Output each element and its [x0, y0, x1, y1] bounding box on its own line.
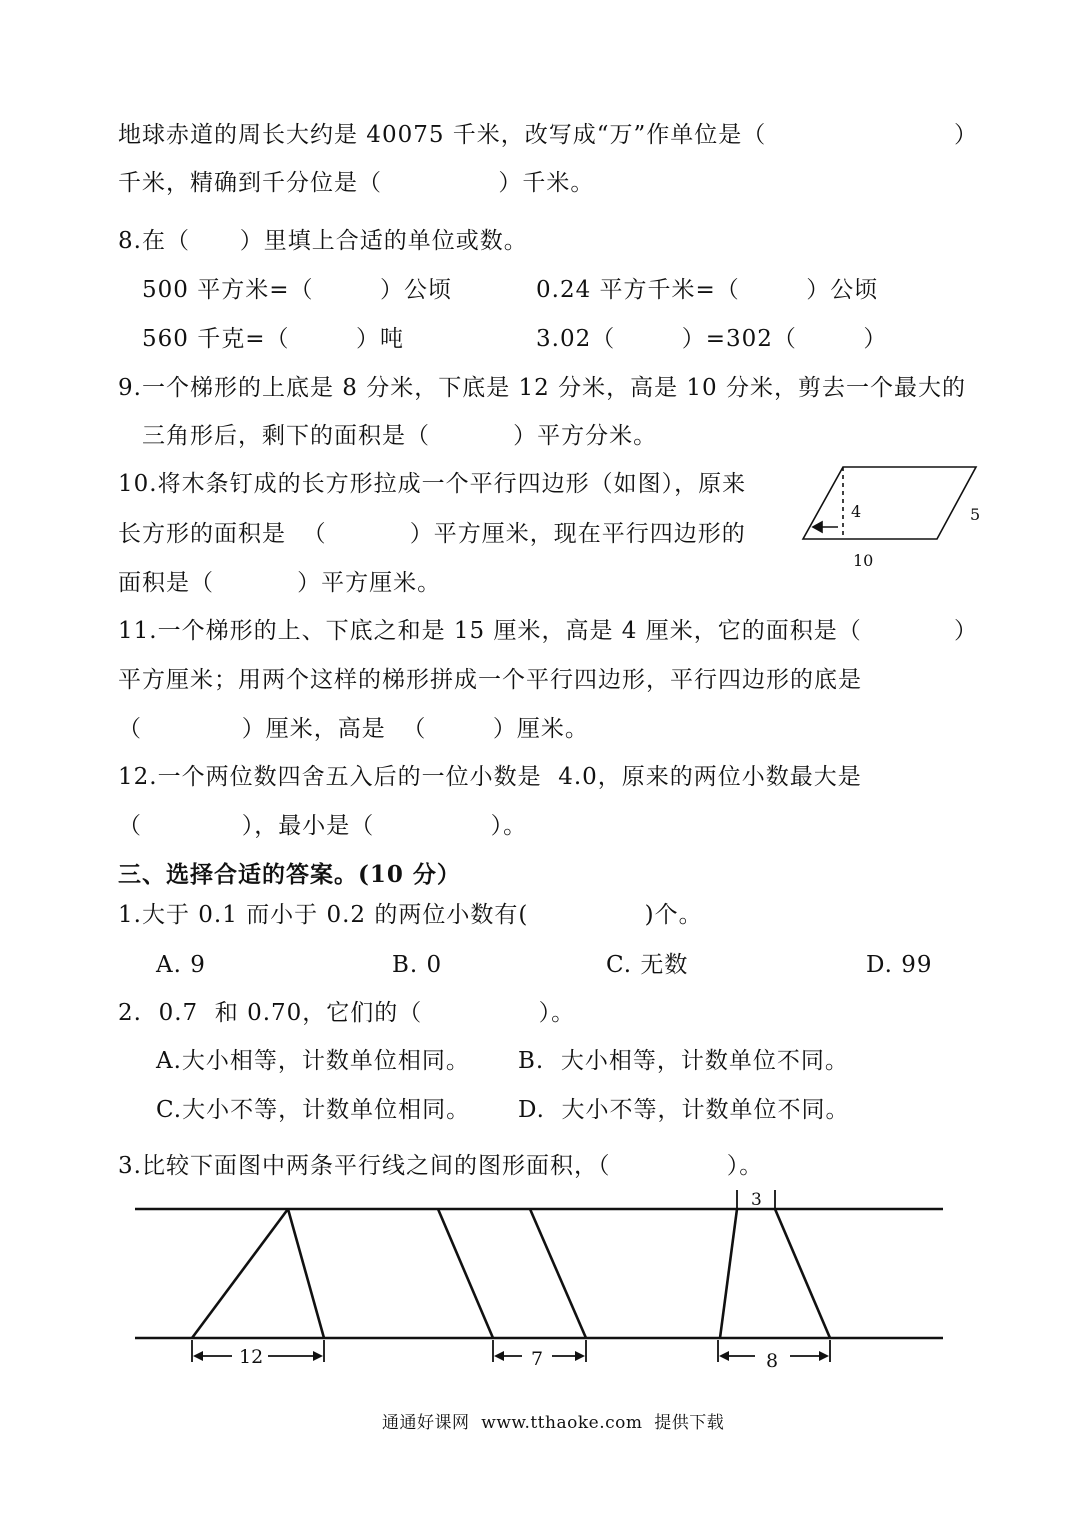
q11-line-1-close: ）	[954, 618, 978, 644]
trapezoid-right-side	[775, 1209, 830, 1338]
choice-2-option-d: D. 大小不等，计数单位不同。	[518, 1097, 850, 1123]
parallelogram-left-side	[438, 1209, 493, 1338]
choice-3: 3.比较下面图中两条平行线之间的图形面积，（ ）。	[118, 1153, 764, 1179]
triangle-right-side	[288, 1209, 324, 1338]
choice-2: 2. 0.7 和 0.70，它们的（ ）。	[118, 1000, 576, 1026]
choice-1-option-c: C. 无数	[606, 952, 689, 978]
choice-2-option-b: B. 大小相等，计数单位不同。	[518, 1048, 849, 1074]
q11-line-1: 11.一个梯形的上、下底之和是 15 厘米，高是 4 厘米，它的面积是（	[118, 618, 862, 644]
choice-1-option-b: B. 0	[392, 952, 443, 978]
trapezoid-base-label: 8	[766, 1350, 779, 1372]
triangle-left-side	[192, 1209, 288, 1338]
trapezoid-top-label: 3	[751, 1190, 762, 1210]
choice-1: 1.大于 0.1 而小于 0.2 的两位小数有( )个。	[118, 902, 703, 928]
q7-line-1: 地球赤道的周长大约是 40075 千米，改写成“万”作单位是（	[118, 122, 767, 148]
section-3-title: 三、选择合适的答案。(10 分）	[118, 861, 461, 888]
base-label: 10	[853, 551, 874, 570]
trapezoid-left-side	[720, 1209, 737, 1338]
q8-item-d: 3.02（ ）=302（ ）	[536, 326, 888, 352]
q8-item-c: 560 千克=（ ）吨	[142, 326, 404, 352]
footer-text: 通通好课网 www.tthaoke.com 提供下载	[382, 1413, 725, 1433]
q9-line-1: 9.一个梯形的上底是 8 分米，下底是 12 分米，高是 10 分米，剪去一个最大的	[118, 375, 966, 401]
q12-line-1: 12.一个两位数四舍五入后的一位小数是 4.0，原来的两位小数最大是	[118, 764, 862, 790]
q9-line-2: 三角形后，剩下的面积是（ ）平方分米。	[142, 423, 658, 449]
choice-1-option-d: D. 99	[866, 952, 933, 978]
q10-line-2: 长方形的面积是 （ ）平方厘米，现在平行四边形的	[118, 521, 746, 547]
choice-1-option-a: A. 9	[156, 952, 206, 978]
triangle-base-label: 12	[239, 1346, 264, 1368]
q8-item-a: 500 平方米=（ ）公顷	[142, 277, 452, 303]
parallelogram-right-side	[530, 1209, 586, 1338]
q10-line-3: 面积是（ ）平方厘米。	[118, 570, 442, 596]
parallelogram-outline	[803, 467, 976, 539]
q12-line-2: （ ），最小是（ ）。	[118, 813, 528, 839]
parallel-lines-figure	[135, 1209, 943, 1338]
q11-line-3: （ ）厘米，高是 （ ）厘米。	[118, 716, 589, 742]
choice-2-option-a: A.大小相等，计数单位相同。	[156, 1048, 470, 1074]
choice-2-option-c: C.大小不等，计数单位相同。	[156, 1097, 471, 1123]
q7-line-1-close: ）	[954, 122, 978, 148]
height-label: 4	[851, 502, 862, 521]
q10-line-1: 10.将木条钉成的长方形拉成一个平行四边形（如图），原来	[118, 471, 747, 497]
q8-item-b: 0.24 平方千米=（ ）公顷	[536, 277, 879, 303]
q11-line-2: 平方厘米；用两个这样的梯形拼成一个平行四边形，平行四边形的底是	[118, 667, 862, 693]
q7-line-2: 千米，精确到千分位是（ ）千米。	[118, 170, 595, 196]
dimension-arrowheads	[193, 1351, 829, 1361]
parallelogram-figure	[803, 467, 976, 539]
q8-title: 8.在（ ）里填上合适的单位或数。	[118, 228, 528, 254]
side-label: 5	[970, 505, 981, 524]
parallelogram-base-label: 7	[531, 1348, 544, 1370]
dimension-marks	[192, 1190, 830, 1362]
push-arrow-head	[813, 522, 822, 532]
